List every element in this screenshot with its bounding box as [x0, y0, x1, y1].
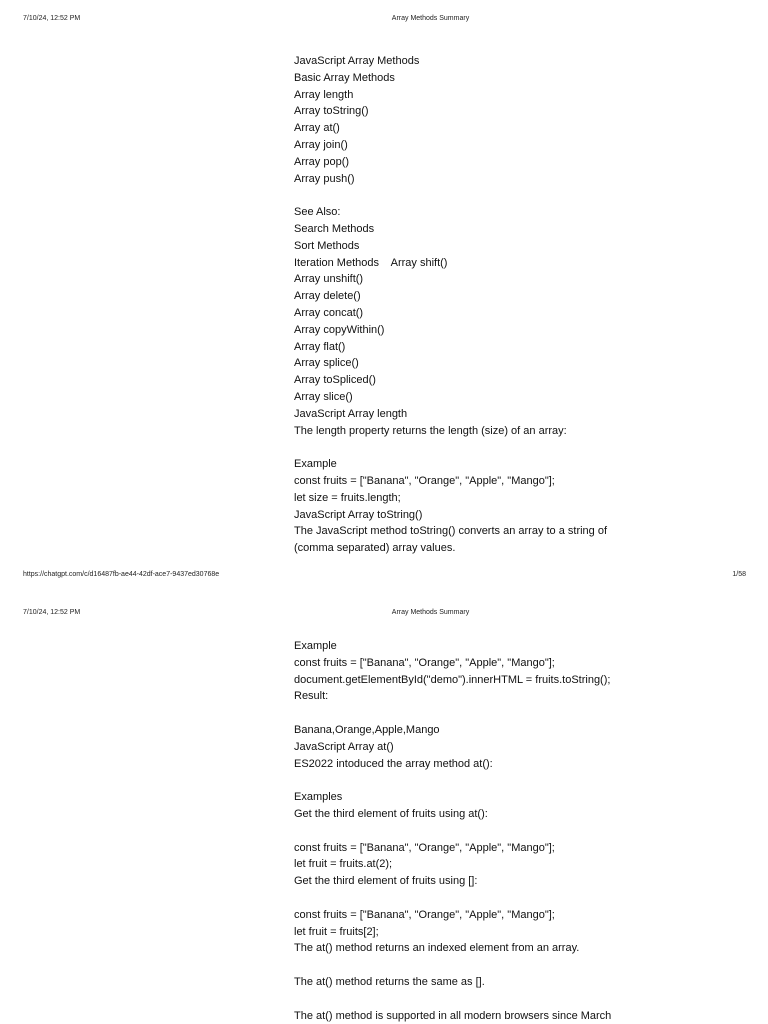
text-line: Array join() — [294, 138, 348, 151]
blank-line — [294, 439, 674, 456]
blank-line — [294, 957, 674, 974]
text-line: Result: — [294, 690, 329, 703]
text-line: Array toSpliced() — [294, 374, 376, 387]
blank-line — [294, 187, 674, 204]
text-line: JavaScript Array length — [294, 407, 408, 420]
print-header-date: 7/10/24, 12:52 PM — [23, 609, 81, 616]
blank-line — [294, 823, 674, 840]
text-line: Array splice() — [294, 357, 359, 370]
text-line: document.getElementById("demo").innerHTML = fruits.toString(); — [294, 673, 611, 686]
print-header-title: Array Methods Summary — [391, 15, 470, 22]
text-line: Get the third element of fruits using []: — [294, 875, 478, 888]
text-line: let fruit = fruits[2]; — [294, 925, 379, 938]
text-line: Iteration Methods Array shift() — [294, 256, 448, 269]
text-line: JavaScript Array at() — [294, 740, 394, 753]
text-line: Example — [294, 640, 337, 652]
text-line: (comma separated) array values. — [294, 542, 456, 555]
text-line: const fruits = ["Banana", "Orange", "Apple", "Mango"]; — [294, 841, 555, 854]
text-line: Example — [294, 458, 337, 471]
print-footer-url: https://chatgpt.com/c/d16487fb-ae44-42df-ace7-9437ed30768e — [23, 571, 220, 578]
text-line: The at() method returns the same as []. — [294, 975, 485, 988]
text-line: Array flat() — [294, 340, 346, 353]
text-line: JavaScript Array toString() — [294, 508, 423, 521]
text-line: The JavaScript method toString() converts an array to a string of — [294, 525, 608, 538]
print-footer-page-number: 1/58 — [732, 571, 746, 578]
blank-line — [294, 991, 674, 1008]
text-line: Search Methods — [294, 222, 375, 235]
blank-line — [294, 890, 674, 907]
text-line: Array unshift() — [294, 273, 364, 286]
print-header-date: 7/10/24, 12:52 PM — [23, 15, 81, 22]
text-line: Array delete() — [294, 290, 361, 303]
text-line: let fruit = fruits.at(2); — [294, 858, 393, 871]
text-line: Array at() — [294, 122, 340, 135]
text-line: const fruits = ["Banana", "Orange", "Apple", "Mango"]; — [294, 656, 555, 669]
text-line: Sort Methods — [294, 239, 360, 252]
text-line: Basic Array Methods — [294, 71, 395, 84]
text-line: Array push() — [294, 172, 355, 185]
text-line: ES2022 intoduced the array method at(): — [294, 757, 493, 770]
text-line: JavaScript Array Methods — [294, 55, 420, 67]
text-line: Array slice() — [294, 390, 353, 403]
text-line: Array pop() — [294, 155, 350, 168]
text-line: Array length — [294, 88, 354, 101]
blank-line — [294, 705, 674, 722]
text-line: let size = fruits.length; — [294, 491, 401, 504]
text-line: Get the third element of fruits using at(): — [294, 807, 488, 820]
page-1-content — [294, 53, 674, 557]
text-line: The length property returns the length (size) of an array: — [294, 424, 567, 437]
page-2-content — [294, 638, 674, 1024]
text-line: const fruits = ["Banana", "Orange", "Apple", "Mango"]; — [294, 474, 555, 487]
text-line: Array copyWithin() — [294, 323, 385, 336]
text-line: Array toString() — [294, 105, 369, 118]
text-line: See Also: — [294, 206, 341, 219]
text-line: const fruits = ["Banana", "Orange", "Apple", "Mango"]; — [294, 908, 555, 921]
text-line: The at() method is supported in all modern browsers since March — [294, 1009, 612, 1022]
blank-line — [294, 772, 674, 789]
print-header-title: Array Methods Summary — [391, 609, 470, 616]
text-line: Array concat() — [294, 306, 364, 319]
text-line: Banana,Orange,Apple,Mango — [294, 723, 440, 736]
text-line: Examples — [294, 791, 343, 804]
text-line: The at() method returns an indexed element from an array. — [294, 942, 580, 955]
